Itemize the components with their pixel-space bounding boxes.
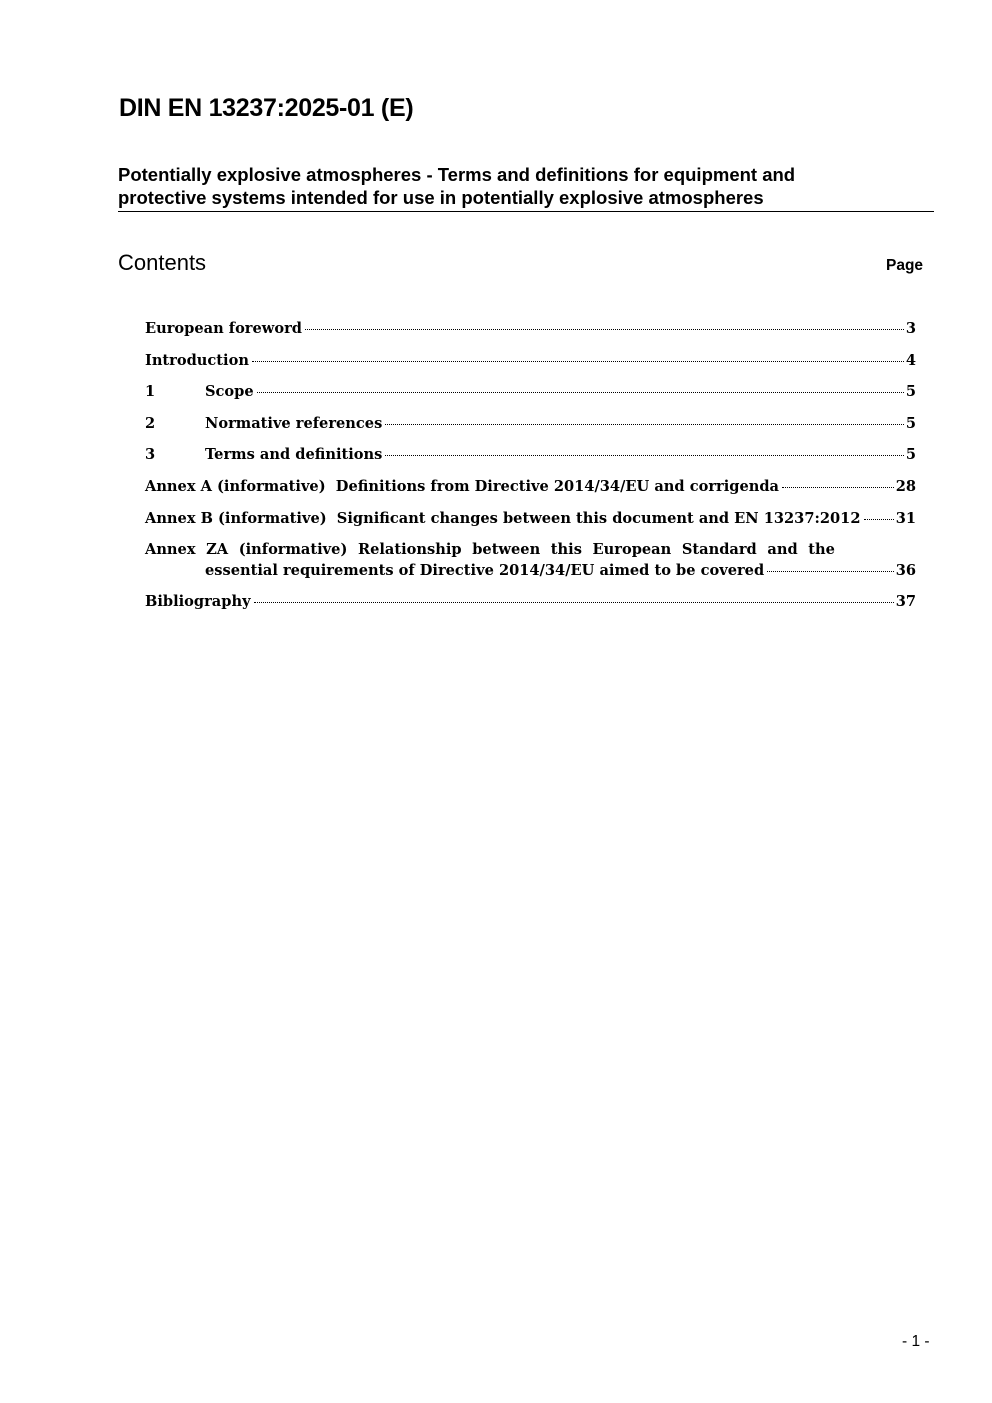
- subtitle-line-2: protective systems intended for use in potentially explosive atmospheres: [118, 187, 764, 208]
- toc-entry-title-line-1: [145, 539, 835, 560]
- toc-entry-number: 3: [145, 446, 156, 464]
- toc-entry-title: Terms and definitions: [205, 446, 383, 464]
- toc-entry-annex-a[interactable]: [145, 476, 916, 508]
- toc-entry-title: Normative references: [205, 414, 383, 432]
- toc-entry-introduction[interactable]: [145, 350, 916, 382]
- toc-entry-bibliography[interactable]: [145, 591, 916, 623]
- toc-entry-title: Introduction: [145, 351, 249, 369]
- toc-leader-dots: [257, 392, 904, 393]
- toc-title-word: between: [472, 541, 541, 559]
- toc-title-word: and: [767, 541, 798, 559]
- toc-entry-number: 2: [145, 414, 156, 432]
- toc-title-word: the: [808, 541, 835, 559]
- toc-leader-dots: [252, 361, 904, 362]
- toc-leader-dots: [385, 455, 903, 456]
- page-column-label: Page: [886, 257, 924, 274]
- toc-title-word: (informative): [238, 541, 348, 559]
- toc-title-word: Standard: [681, 541, 757, 559]
- toc-entry-title-line-2-row: [145, 560, 916, 581]
- toc-leader-dots: [254, 602, 894, 603]
- toc-leader-dots: [385, 424, 904, 425]
- toc-title-word: European: [592, 541, 672, 559]
- toc-entry-terms-and-definitions[interactable]: [145, 444, 916, 476]
- toc-title-word: Relationship: [357, 541, 462, 559]
- toc-entry-page: 5: [905, 446, 916, 464]
- toc-title-word: Annex: [145, 541, 196, 559]
- toc-entry-normative-references[interactable]: [145, 413, 916, 445]
- toc-leader-dots: [782, 487, 894, 488]
- toc-entry-page: 28: [895, 477, 916, 495]
- toc-entry-page: 36: [895, 562, 916, 580]
- toc-entry-annex-za[interactable]: [145, 539, 916, 591]
- toc-leader-dots: [767, 571, 894, 572]
- toc-title-word: ZA: [206, 541, 229, 559]
- toc-entry-title: Scope: [205, 383, 254, 401]
- footer-page-number: - 1 -: [902, 1333, 930, 1350]
- toc-entry-number: 1: [145, 383, 156, 401]
- toc-entry-page: 5: [905, 414, 916, 432]
- toc-entry-title: European foreword: [145, 320, 302, 337]
- table-of-contents: [145, 318, 916, 623]
- toc-entry-page: 31: [895, 509, 916, 527]
- subtitle-line-1: Potentially explosive atmospheres - Terms and definitions for equipment and: [118, 164, 796, 185]
- toc-entry-page: 5: [905, 383, 916, 401]
- toc-entry-page: 37: [895, 593, 916, 611]
- toc-entry-page: 3: [905, 320, 916, 337]
- toc-title-word: this: [550, 541, 582, 559]
- toc-leader-dots: [305, 329, 904, 330]
- toc-entry-title: Bibliography: [145, 593, 251, 611]
- toc-entry-scope[interactable]: [145, 381, 916, 413]
- contents-heading: Contents: [118, 250, 207, 275]
- toc-entry-title: Annex A (informative) Definitions from Directive 2014/34/EU and corrigenda: [145, 477, 780, 495]
- toc-entry-title-line-2: essential requirements of Directive 2014/34/EU aimed to be covered: [205, 562, 765, 580]
- toc-entry-title: Annex B (informative) Significant changes between this document and EN 13237:2012: [145, 509, 861, 527]
- document-title: DIN EN 13237:2025-01 (E): [119, 94, 414, 122]
- toc-leader-dots: [864, 519, 894, 520]
- toc-entry-page: 4: [905, 351, 916, 369]
- document-subtitle: [118, 163, 934, 212]
- toc-entry-european-foreword[interactable]: [145, 318, 916, 350]
- toc-entry-annex-b[interactable]: [145, 508, 916, 540]
